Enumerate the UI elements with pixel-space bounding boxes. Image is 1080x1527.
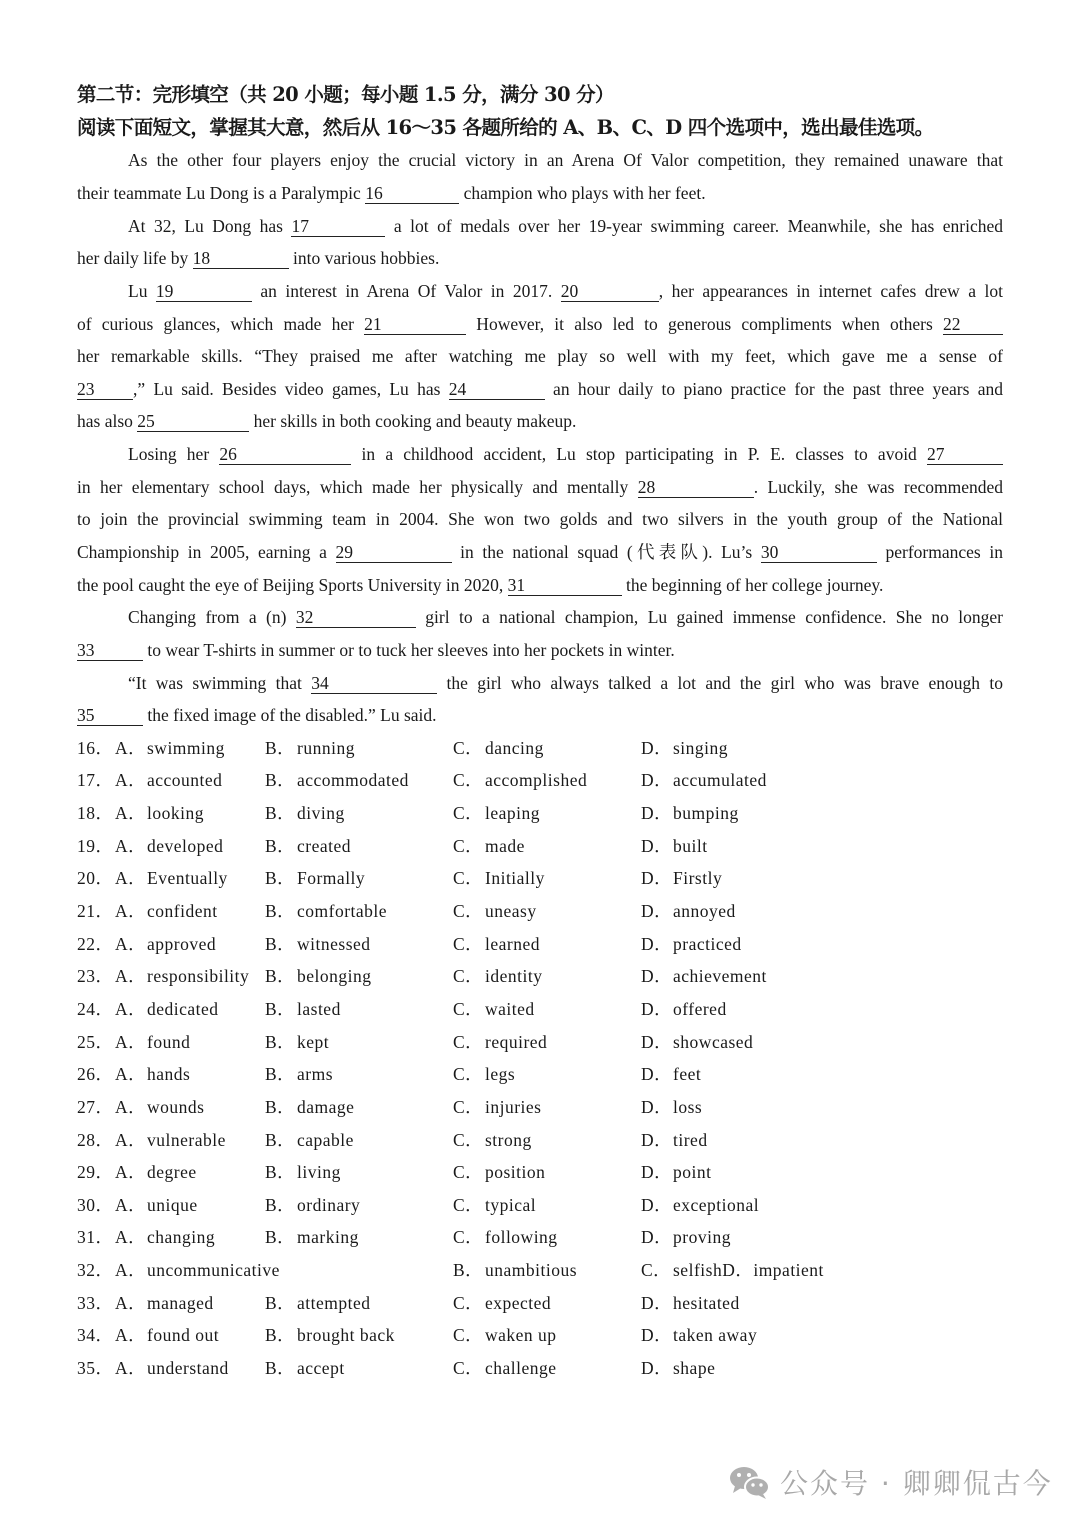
option-letter: C． xyxy=(453,901,484,922)
option-text: annoyed xyxy=(673,901,736,922)
option-text: managed xyxy=(147,1292,214,1313)
question-number: 35． xyxy=(77,1358,114,1379)
question-number: 19． xyxy=(77,835,114,856)
option-text: expected xyxy=(485,1292,552,1313)
question-number: 34． xyxy=(77,1325,114,1346)
option-text: leaping xyxy=(485,803,541,824)
passage-line xyxy=(77,667,1003,700)
option-text: confident xyxy=(147,901,218,922)
option-text: feet xyxy=(673,1064,702,1085)
watermark xyxy=(728,1462,1053,1502)
option-row xyxy=(77,1189,1003,1222)
cloze-passage xyxy=(77,144,1003,732)
option-text: required xyxy=(485,1031,548,1052)
option-letter: B． xyxy=(265,1325,296,1346)
option-letter: D． xyxy=(641,835,673,856)
passage-text: into various hobbies. xyxy=(288,248,440,269)
option-letter: A． xyxy=(115,933,147,954)
question-number: 30． xyxy=(77,1194,114,1215)
option-letter: D． xyxy=(641,803,673,824)
option-letter: B． xyxy=(453,1260,484,1281)
option-letter: A． xyxy=(115,1292,147,1313)
passage-text: the beginning of her college journey. xyxy=(621,574,884,595)
option-text: offered xyxy=(673,998,727,1019)
option-letter: B． xyxy=(265,1031,296,1052)
blank-33: 33 xyxy=(77,640,143,661)
option-text: brought back xyxy=(297,1325,395,1346)
option-letter: A． xyxy=(115,737,147,758)
option-letter: C． xyxy=(453,1031,484,1052)
option-text: responsibility xyxy=(147,966,250,987)
option-letter: C． xyxy=(453,770,484,791)
passage-line xyxy=(77,569,1003,602)
option-text: dancing xyxy=(485,737,544,758)
question-number: 31． xyxy=(77,1227,114,1248)
option-text: attempted xyxy=(297,1292,371,1313)
option-text: singing xyxy=(673,737,729,758)
option-text: injuries xyxy=(485,1096,542,1117)
blank-32: 32 xyxy=(296,607,416,628)
option-letter: B． xyxy=(265,998,296,1019)
option-text: belonging xyxy=(297,966,372,987)
option-row xyxy=(77,732,1003,765)
option-letter: B． xyxy=(265,1096,296,1117)
option-letter: A． xyxy=(115,901,147,922)
option-letter: C． xyxy=(453,1358,484,1379)
option-text: hands xyxy=(147,1064,191,1085)
option-row xyxy=(77,1352,1003,1385)
passage-line xyxy=(77,503,1003,536)
option-text: accommodated xyxy=(297,770,409,791)
option-row xyxy=(77,1319,1003,1352)
option-text: found out xyxy=(147,1325,220,1346)
question-number: 24． xyxy=(77,998,114,1019)
passage-text: girl to a national champion, Lu gained immense confidence. She no longer xyxy=(415,607,1003,628)
option-text: vulnerable xyxy=(147,1129,226,1150)
passage-text: Lu xyxy=(128,280,156,301)
passage-text: the fixed image of the disabled.” Lu said. xyxy=(143,705,437,726)
option-text: unique xyxy=(147,1194,198,1215)
question-number: 29． xyxy=(77,1162,114,1183)
option-row xyxy=(77,895,1003,928)
passage-line xyxy=(77,699,1003,732)
option-letter: D． xyxy=(641,1096,673,1117)
option-text: Firstly xyxy=(673,868,723,889)
option-text: legs xyxy=(485,1064,516,1085)
option-letter: D． xyxy=(641,1194,673,1215)
option-letter: D． xyxy=(641,1358,673,1379)
option-letter: A． xyxy=(115,1096,147,1117)
instruction: 阅读下面短文，掌握其大意，然后从 16～35 各题所给的 A、B、C、D 四个选项中，选出最佳选项。 xyxy=(77,115,934,139)
option-letter: A． xyxy=(115,1325,147,1346)
option-text: Eventually xyxy=(147,868,228,889)
option-letter: C． xyxy=(453,868,484,889)
option-letter: B． xyxy=(265,901,296,922)
option-letter: C． xyxy=(453,966,484,987)
option-letter: B． xyxy=(265,803,296,824)
option-text: dedicated xyxy=(147,998,219,1019)
option-text: capable xyxy=(297,1129,354,1150)
option-text: accomplished xyxy=(485,770,588,791)
option-letter: C． xyxy=(453,1162,484,1183)
option-text: lasted xyxy=(297,998,341,1019)
option-letter: C． xyxy=(641,1260,672,1281)
option-letter: D． xyxy=(641,1325,673,1346)
passage-text: in a childhood accident, Lu stop participating in P. E. classes to avoid xyxy=(351,444,927,465)
option-letter: B． xyxy=(265,737,296,758)
option-text: comfortable xyxy=(297,901,388,922)
passage-text: their teammate Lu Dong is a Paralympic xyxy=(77,182,366,203)
option-letter: A． xyxy=(115,1227,147,1248)
option-letter: A． xyxy=(115,868,147,889)
option-text: loss xyxy=(673,1096,703,1117)
option-letter: A． xyxy=(115,835,147,856)
option-text: learned xyxy=(485,933,540,954)
option-text: unambitious xyxy=(485,1260,578,1281)
option-letter: A． xyxy=(115,1031,147,1052)
option-letter: C． xyxy=(453,998,484,1019)
passage-text: Changing from a (n) xyxy=(128,607,296,628)
question-number: 21． xyxy=(77,901,114,922)
option-letter: B． xyxy=(265,1162,296,1183)
option-letter: C． xyxy=(453,1064,484,1085)
passage-line xyxy=(77,438,1003,471)
option-letter: D． xyxy=(641,933,673,954)
option-text: understand xyxy=(147,1358,229,1379)
passage-text: has also xyxy=(77,411,138,432)
passage-line xyxy=(77,177,1003,210)
option-letter: D． xyxy=(641,1129,673,1150)
option-letter: C． xyxy=(453,1227,484,1248)
passage-text: Losing her xyxy=(128,444,220,465)
option-text: accounted xyxy=(147,770,223,791)
option-letter: C． xyxy=(453,1194,484,1215)
passage-line xyxy=(77,536,1003,569)
option-text: degree xyxy=(147,1162,197,1183)
option-row xyxy=(77,1287,1003,1320)
passage-text: her daily life by xyxy=(77,248,193,269)
option-letter: B． xyxy=(265,770,296,791)
option-row xyxy=(77,1221,1003,1254)
option-letter: C． xyxy=(453,933,484,954)
question-number: 28． xyxy=(77,1129,114,1150)
section-title: 第二节：完形填空（共 20 小题；每小题 1.5 分，满分 30 分） xyxy=(77,83,614,106)
option-text: achievement xyxy=(673,966,767,987)
option-text: developed xyxy=(147,835,224,856)
option-letter: D． xyxy=(641,998,673,1019)
passage-line xyxy=(77,210,1003,243)
blank-17: 17 xyxy=(291,216,385,237)
option-letter: D． xyxy=(641,1162,673,1183)
option-row xyxy=(77,928,1003,961)
passage-text: , her appearances in internet cafes drew a lot xyxy=(658,280,1003,301)
option-text: practiced xyxy=(673,933,742,954)
passage-text: an hour daily to piano practice for the past three years and xyxy=(544,378,1003,399)
option-text: looking xyxy=(147,803,204,824)
option-text: uneasy xyxy=(485,901,537,922)
option-text: point xyxy=(673,1162,712,1183)
option-letter: B． xyxy=(265,966,296,987)
option-letter: C． xyxy=(453,1129,484,1150)
passage-text: ,” Lu said. Besides video games, Lu has xyxy=(133,378,449,399)
option-row xyxy=(77,993,1003,1026)
option-row xyxy=(77,1156,1003,1189)
option-text: following xyxy=(485,1227,558,1248)
option-text: diving xyxy=(297,803,345,824)
option-text: made xyxy=(485,835,525,856)
blank-35: 35 xyxy=(77,705,143,726)
passage-line xyxy=(77,601,1003,634)
option-row xyxy=(77,1026,1003,1059)
blank-25: 25 xyxy=(137,411,249,432)
passage-text: to join the provincial swimming team in 2004. She won two golds and two silvers in the youth group of the National xyxy=(77,509,1003,530)
option-letter: A． xyxy=(115,998,147,1019)
blank-24: 24 xyxy=(449,379,545,400)
option-letter: A． xyxy=(115,770,147,791)
option-row xyxy=(77,797,1003,830)
blank-16: 16 xyxy=(365,183,459,204)
option-letter: D． xyxy=(641,1292,673,1313)
option-text: tired xyxy=(673,1129,708,1150)
blank-19: 19 xyxy=(156,281,252,302)
blank-30: 30 xyxy=(761,542,877,563)
option-letter: B． xyxy=(265,1194,296,1215)
option-letter: A． xyxy=(115,1064,147,1085)
option-text: shape xyxy=(673,1358,716,1379)
option-letter: B． xyxy=(265,1129,296,1150)
option-letter: A． xyxy=(115,1358,147,1379)
passage-text: However, it also led to generous compliments when others xyxy=(466,313,943,334)
option-letter: C． xyxy=(453,835,484,856)
option-letter: B． xyxy=(265,933,296,954)
option-letter: C． xyxy=(453,803,484,824)
passage-line xyxy=(77,634,1003,667)
passage-text: the girl who always talked a lot and the girl who was brave enough to xyxy=(437,672,1003,693)
option-text: identity xyxy=(485,966,543,987)
blank-28: 28 xyxy=(638,477,754,498)
option-letter: A． xyxy=(115,803,147,824)
option-row xyxy=(77,764,1003,797)
passage-line xyxy=(77,242,1003,275)
option-text: running xyxy=(297,737,355,758)
option-text: challenge xyxy=(485,1358,557,1379)
option-text: showcased xyxy=(673,1031,754,1052)
blank-18: 18 xyxy=(193,248,289,269)
exam-page xyxy=(77,79,1003,1385)
option-row xyxy=(77,1124,1003,1157)
option-row xyxy=(77,862,1003,895)
blank-26: 26 xyxy=(219,444,351,465)
option-text: waken up xyxy=(485,1325,557,1346)
option-letter: B． xyxy=(265,1227,296,1248)
option-letter: A． xyxy=(115,1162,147,1183)
blank-21: 21 xyxy=(364,314,466,335)
option-letter: D． xyxy=(641,868,673,889)
option-text: witnessed xyxy=(297,933,371,954)
option-letter: B． xyxy=(265,868,296,889)
option-row xyxy=(77,1254,1003,1287)
question-number: 23． xyxy=(77,966,114,987)
option-text: changing xyxy=(147,1227,216,1248)
option-letter: A． xyxy=(115,1129,147,1150)
option-letter: D． xyxy=(641,770,673,791)
option-text: accept xyxy=(297,1358,345,1379)
option-text: taken away xyxy=(673,1325,758,1346)
option-letter: A． xyxy=(115,966,147,987)
option-letter: C． xyxy=(453,737,484,758)
option-letter: D． xyxy=(641,737,673,758)
question-number: 16． xyxy=(77,737,114,758)
option-row xyxy=(77,830,1003,863)
option-text: strong xyxy=(485,1129,532,1150)
passage-text: champion who plays with her feet. xyxy=(459,182,706,203)
question-number: 17． xyxy=(77,770,114,791)
option-text: proving xyxy=(673,1227,731,1248)
option-letter: D． xyxy=(641,1031,673,1052)
passage-text: the pool caught the eye of Beijing Sports University in 2020, xyxy=(77,574,508,595)
passage-text: to wear T-shirts in summer or to tuck her sleeves into her pockets in winter. xyxy=(143,639,675,660)
option-letter: A． xyxy=(115,1260,147,1281)
blank-27: 27 xyxy=(927,444,1003,465)
question-number: 32． xyxy=(77,1260,114,1281)
option-text: bumping xyxy=(673,803,739,824)
question-number: 26． xyxy=(77,1064,114,1085)
option-row xyxy=(77,960,1003,993)
option-text: living xyxy=(297,1162,341,1183)
blank-20: 20 xyxy=(561,281,659,302)
passage-text: . Luckily, she was recommended xyxy=(753,476,1003,497)
option-text: accumulated xyxy=(673,770,767,791)
passage-text: As the other four players enjoy the crucial victory in an Arena Of Valor competition, they remained unaware that xyxy=(128,150,1003,171)
option-letter: C． xyxy=(453,1096,484,1117)
passage-line xyxy=(77,144,1003,177)
blank-23: 23 xyxy=(77,379,133,400)
question-number: 25． xyxy=(77,1031,114,1052)
option-text: approved xyxy=(147,933,217,954)
option-letter: D． xyxy=(641,1227,673,1248)
option-letter: D． xyxy=(641,901,673,922)
option-text: selfishD．impatient xyxy=(673,1260,824,1281)
option-letter: B． xyxy=(265,1292,296,1313)
option-text: typical xyxy=(485,1194,537,1215)
option-text: kept xyxy=(297,1031,330,1052)
passage-text: an interest in Arena Of Valor in 2017. xyxy=(251,280,561,301)
passage-text: At 32, Lu Dong has xyxy=(128,215,292,236)
blank-31: 31 xyxy=(508,575,622,596)
option-text: damage xyxy=(297,1096,355,1117)
blank-22: 22 xyxy=(943,314,1003,335)
option-letter: B． xyxy=(265,1358,296,1379)
option-letter: D． xyxy=(641,966,673,987)
option-text: uncommunicative xyxy=(147,1260,280,1281)
option-letter: B． xyxy=(265,1064,296,1085)
option-text: Initially xyxy=(485,868,545,889)
question-number: 27． xyxy=(77,1096,114,1117)
passage-line xyxy=(77,373,1003,406)
option-letter: C． xyxy=(453,1292,484,1313)
option-text: swimming xyxy=(147,737,225,758)
passage-line xyxy=(77,471,1003,504)
blank-34: 34 xyxy=(311,673,437,694)
answer-options xyxy=(77,732,1003,1385)
option-text: position xyxy=(485,1162,546,1183)
passage-text: performances in xyxy=(876,542,1003,562)
option-text: found xyxy=(147,1031,191,1052)
option-letter: B． xyxy=(265,835,296,856)
option-text: created xyxy=(297,835,352,856)
passage-line xyxy=(77,405,1003,438)
option-letter: C． xyxy=(453,1325,484,1346)
passage-text: her remarkable skills. “They praised me after watching me play so well with my feet, which gave me a sense of xyxy=(77,346,1003,367)
option-row xyxy=(77,1058,1003,1091)
question-number: 20． xyxy=(77,868,114,889)
passage-text: in the national squad (代表队). Lu’s xyxy=(451,542,761,562)
wechat-icon xyxy=(728,1464,772,1500)
option-text: Formally xyxy=(297,868,366,889)
option-text: marking xyxy=(297,1227,359,1248)
question-number: 33． xyxy=(77,1292,114,1313)
passage-line xyxy=(77,340,1003,373)
option-text: hesitated xyxy=(673,1292,740,1313)
option-text: ordinary xyxy=(297,1194,361,1215)
passage-text: her skills in both cooking and beauty makeup. xyxy=(249,411,577,432)
option-text: built xyxy=(673,835,708,856)
option-text: wounds xyxy=(147,1096,205,1117)
option-letter: D． xyxy=(641,1064,673,1085)
passage-text: in her elementary school days, which made her physically and mentally xyxy=(77,476,638,497)
question-number: 18． xyxy=(77,803,114,824)
passage-line xyxy=(77,308,1003,341)
option-row xyxy=(77,1091,1003,1124)
passage-text: Championship in 2005, earning a xyxy=(77,542,336,562)
passage-line xyxy=(77,275,1003,308)
passage-text: of curious glances, which made her xyxy=(77,313,365,334)
option-text: waited xyxy=(485,998,535,1019)
passage-text: a lot of medals over her 19-year swimming career. Meanwhile, she has enriched xyxy=(385,215,1003,236)
question-number: 22． xyxy=(77,933,114,954)
option-text: arms xyxy=(297,1064,334,1085)
option-letter: A． xyxy=(115,1194,147,1215)
option-text: exceptional xyxy=(673,1194,760,1215)
blank-29: 29 xyxy=(336,542,452,563)
watermark-text: 公众号 · 卿卿侃古今 xyxy=(780,1467,1053,1500)
passage-text: “It was swimming that xyxy=(128,672,312,693)
